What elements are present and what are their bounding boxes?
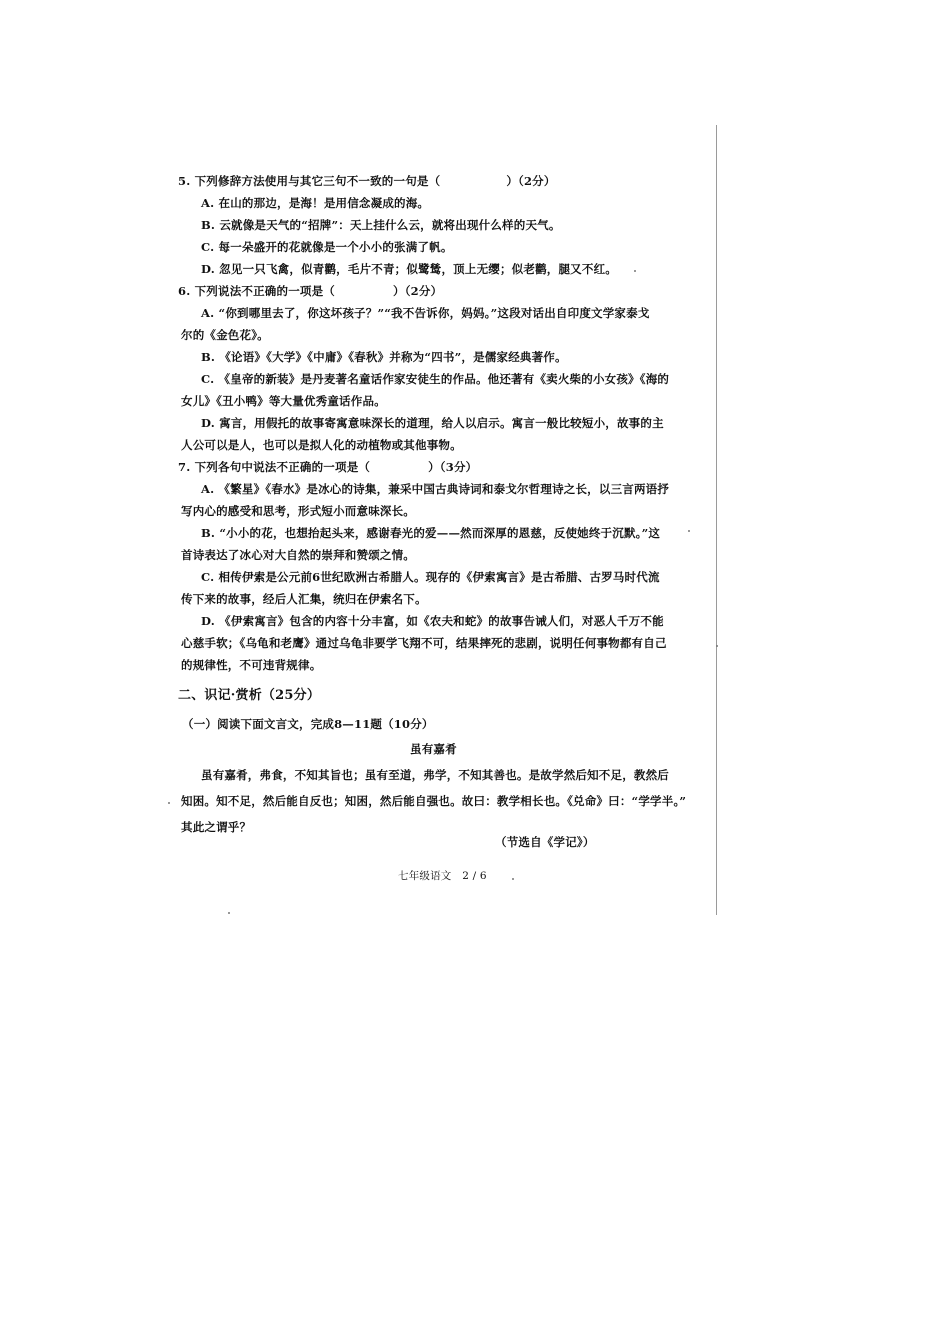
question-7-option-d-line3: 的规律性，不可违背规律。 [181, 658, 322, 672]
question-5-option-d: D. 忽见一只飞禽，似青鹳，毛片不青；似鹭鸶，顶上无缨；似老鹳，腿又不红。 [201, 262, 617, 276]
question-6-option-b: B. 《论语》《大学》《中庸》《春秋》并称为“四书”，是儒家经典著作。 [201, 350, 567, 364]
passage-title: 虽有嘉肴 [410, 742, 457, 756]
question-5-score: ）（2分） [506, 174, 556, 188]
question-6-option-d-line2: 人公可以是人，也可以是拟人化的动植物或其他事物。 [181, 438, 462, 452]
question-6-option-c-line1: C. 《皇帝的新装》是丹麦著名童话作家安徒生的作品。他还著有《卖火柴的小女孩》《海的 [201, 372, 670, 386]
question-7-option-c-line2: 传下来的故事，经后人汇集，统归在伊索名下。 [181, 592, 427, 606]
page-footer: 七年级语文 2 / 6 [398, 870, 487, 882]
scan-speck [634, 270, 636, 272]
question-7-option-a-line2: 写内心的感受和思考，形式短小而意味深长。 [181, 504, 415, 518]
question-7-text: 7. 下列各句中说法不正确的一项是（ [178, 460, 371, 474]
passage-line-2: 知困。知不足，然后能自反也；知困，然后能自强也。故曰：教学相长也。《兑命》曰：“学学半。” [181, 794, 687, 808]
question-5-option-a: A. 在山的那边，是海！是用信念凝成的海。 [201, 196, 430, 210]
question-6-text: 6. 下列说法不正确的一项是（ [178, 284, 336, 298]
question-7-option-b-line1: B. “小小的花，也想抬起头来，感谢春光的爱——然而深厚的恩慈，反使她终于沉默。”这 [201, 526, 661, 540]
question-7-option-d-line1: D. 《伊索寓言》包含的内容十分丰富，如《农夫和蛇》的故事告诫人们，对恶人千万不能 [201, 614, 664, 628]
passage-line-3: 其此之谓乎？ [181, 820, 252, 834]
question-6-option-a-line2: 尔的《金色花》。 [181, 328, 269, 342]
question-6-score: ）（2分） [393, 284, 443, 298]
section-2-subsection-1: （一）阅读下面文言文，完成8—11题（10分） [182, 717, 434, 731]
question-5-option-c: C. 每一朵盛开的花就像是一个小小的张满了帆。 [201, 240, 453, 254]
question-7-option-b-line2: 首诗表达了冰心对大自然的崇拜和赞颂之情。 [181, 548, 415, 562]
section-2-title: 二、识记·赏析（25分） [178, 688, 321, 703]
scan-speck [688, 530, 690, 532]
question-6-option-a-line1: A. “你到哪里去了，你这坏孩子？”“我不告诉你，妈妈。”这段对话出自印度文学家泰戈 [201, 306, 650, 320]
scan-speck [716, 645, 718, 647]
question-6-stem [178, 283, 442, 299]
scan-speck [512, 878, 514, 880]
question-7-option-d-line2: 心慈手软；《乌龟和老鹰》通过乌龟非要学飞翔不可，结果摔死的悲剧，说明任何事物都有自己 [181, 636, 667, 650]
question-7-score: ）（3分） [428, 460, 478, 474]
passage-line-1: 虽有嘉肴，弗食，不知其旨也；虽有至道，弗学，不知其善也。是故学然后知不足，教然后 [201, 768, 669, 782]
question-6-option-c-line2: 女儿》《丑小鸭》等大量优秀童话作品。 [181, 394, 386, 408]
question-7-option-a-line1: A. 《繁星》《春水》是冰心的诗集，兼采中国古典诗词和泰戈尔哲理诗之长，以三言两语抒 [201, 482, 670, 496]
question-6-option-d-line1: D. 寓言，用假托的故事寄寓意味深长的道理，给人以启示。寓言一般比较短小，故事的主 [201, 416, 664, 430]
question-5-text: 5. 下列修辞方法使用与其它三句不一致的一句是（ [178, 174, 441, 188]
question-7-stem [178, 459, 477, 475]
scan-speck [168, 802, 170, 804]
scan-edge-line [716, 125, 717, 915]
passage-source: （节选自《学记》） [495, 835, 595, 849]
question-5-option-b: B. 云就像是天气的“招牌”：天上挂什么云，就将出现什么样的天气。 [201, 218, 561, 232]
question-7-option-c-line1: C. 相传伊索是公元前6世纪欧洲古希腊人。现存的《伊索寓言》是古希腊、古罗马时代流 [201, 570, 660, 584]
question-5-stem [178, 173, 556, 189]
scan-speck [228, 912, 230, 914]
